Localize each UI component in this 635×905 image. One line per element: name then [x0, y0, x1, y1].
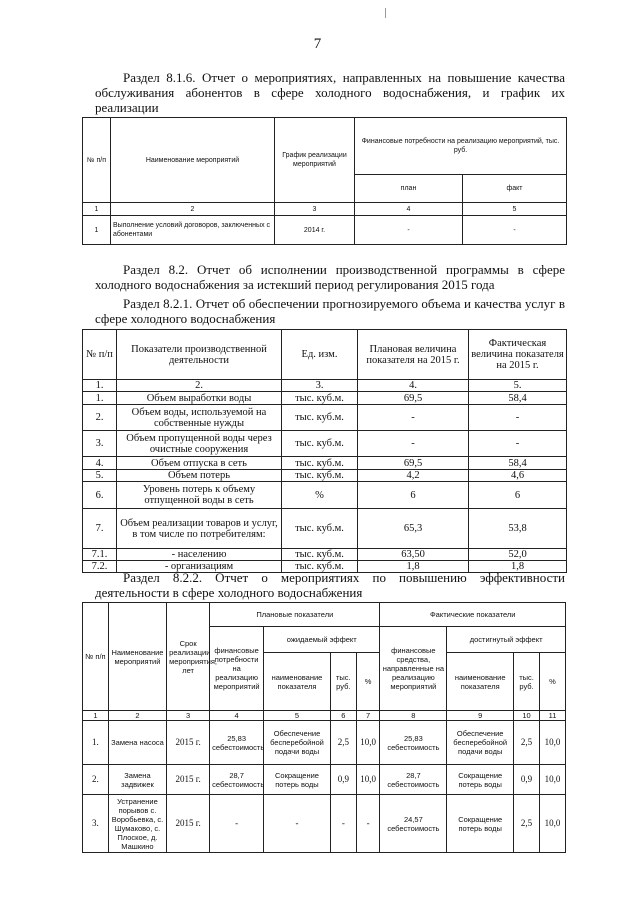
t2-unit: тыс. куб.м.: [282, 405, 358, 431]
t3-name: Устранение порывов с. Воробьевка, с. Шумаково, с. Плоское, д. Машкино: [108, 795, 166, 853]
t2-unit: тыс. куб.м.: [282, 549, 358, 561]
t2-idx: 2.: [117, 380, 282, 392]
t3-fin2: 25,83 себестоимость: [380, 721, 447, 765]
t1-fact: -: [463, 216, 567, 245]
table-row: [83, 765, 566, 795]
t2-unit: тыс. куб.м.: [282, 392, 358, 405]
t3-idx: 10: [514, 711, 540, 721]
t3-h-fin: финансовые потребности на реализацию мероприятий: [210, 627, 264, 711]
t3-name: Замена задвижек: [108, 765, 166, 795]
t3-num: 3.: [83, 795, 109, 853]
t2-name: Объем выработки воды: [117, 392, 282, 405]
t3-h-num: № п/п: [83, 603, 109, 711]
t2-num: 5.: [83, 470, 117, 482]
t2-unit: тыс. куб.м.: [282, 431, 358, 457]
t3-pct: 10,0: [356, 765, 380, 795]
t3-h-expected: ожидаемый эффект: [264, 627, 380, 653]
t1-h-plan: план: [355, 175, 463, 203]
t3-tr2: 2,5: [514, 721, 540, 765]
t2-fact: 1,8: [469, 561, 567, 573]
t1-schedule: 2014 г.: [275, 216, 355, 245]
table-row: [83, 795, 566, 853]
t2-unit: тыс. куб.м.: [282, 470, 358, 482]
t3-fin2: 24,57 себестоимость: [380, 795, 447, 853]
t2-num: 7.1.: [83, 549, 117, 561]
t2-plan: 63,50: [358, 549, 469, 561]
t3-fin2: 28,7 себестоимость: [380, 765, 447, 795]
t3-num: 1.: [83, 721, 109, 765]
t3-idx: 6: [330, 711, 356, 721]
table-row: [83, 549, 567, 561]
t3-idx: 8: [380, 711, 447, 721]
t2-fact: 58,4: [469, 392, 567, 405]
t1-h-fact: факт: [463, 175, 567, 203]
t3-idx: 11: [539, 711, 565, 721]
t3-h-tr: тыс. руб.: [330, 653, 356, 711]
t2-name: Объем воды, используемой на собственные нужды: [117, 405, 282, 431]
t1-h-num: № п/п: [83, 118, 111, 203]
t2-idx: 1.: [83, 380, 117, 392]
section-822-heading: Раздел 8.2.2. Отчет о мероприятиях по повышению эффективности деятельности в сфере холодного водоснабжения: [95, 570, 565, 600]
section-816-heading: Раздел 8.1.6. Отчет о мероприятиях, направленных на повышение качества обслуживания абонентов в сфере холодного водоснабжения, и график их реализации: [95, 70, 565, 115]
t2-unit: тыс. куб.м.: [282, 457, 358, 470]
t3-pct2: 10,0: [539, 721, 565, 765]
t3-eff: Обеспечение бесперебойной подачи воды: [264, 721, 331, 765]
t1-num: 1: [83, 216, 111, 245]
t2-idx: 3.: [282, 380, 358, 392]
t3-h-term: Срок реализации мероприятия, лет: [167, 603, 210, 711]
t2-idx: 5.: [469, 380, 567, 392]
t2-fact: 58,4: [469, 457, 567, 470]
t2-plan: 69,5: [358, 457, 469, 470]
t2-num: 7.: [83, 509, 117, 549]
t2-h-num: № п/п: [83, 330, 117, 380]
t1-idx: 4: [355, 203, 463, 216]
t2-plan: 65,3: [358, 509, 469, 549]
t2-name: Объем отпуска в сеть: [117, 457, 282, 470]
t3-idx: 4: [210, 711, 264, 721]
t3-idx: 2: [108, 711, 166, 721]
t3-name: Замена насоса: [108, 721, 166, 765]
t3-h-actual: Фактические показатели: [380, 603, 566, 627]
t2-name: Уровень потерь к объему отпущенной воды в сеть: [117, 482, 282, 509]
t3-eff: Сокращение потерь воды: [264, 765, 331, 795]
t3-fin: -: [210, 795, 264, 853]
t3-pct2: 10,0: [539, 765, 565, 795]
t3-term: 2015 г.: [167, 795, 210, 853]
t3-term: 2015 г.: [167, 721, 210, 765]
t2-fact: 6: [469, 482, 567, 509]
t3-term: 2015 г.: [167, 765, 210, 795]
t2-num: 6.: [83, 482, 117, 509]
t2-unit: %: [282, 482, 358, 509]
t3-pct2: 10,0: [539, 795, 565, 853]
t1-idx: 3: [275, 203, 355, 216]
section-821-heading: Раздел 8.2.1. Отчет об обеспечении прогнозируемого объема и качества услуг в сфере холодного водоснабжения: [95, 296, 565, 326]
t2-h-plan: Плановая величина показателя на 2015 г.: [358, 330, 469, 380]
t3-tr2: 0,9: [514, 765, 540, 795]
t2-name: - населению: [117, 549, 282, 561]
t1-h-name: Наименование мероприятий: [111, 118, 275, 203]
t2-num: 3.: [83, 431, 117, 457]
table-row: [83, 470, 567, 482]
t2-name: Объем потерь: [117, 470, 282, 482]
t3-eff: -: [264, 795, 331, 853]
t2-idx: 4.: [358, 380, 469, 392]
t2-plan: 6: [358, 482, 469, 509]
t3-eff2: Обеспечение бесперебойной подачи воды: [447, 721, 514, 765]
t3-h-achieved: достигнутый эффект: [447, 627, 566, 653]
t1-plan: -: [355, 216, 463, 245]
t1-idx: 1: [83, 203, 111, 216]
t3-idx: 5: [264, 711, 331, 721]
table-816: [82, 117, 567, 245]
t1-name: Выполнение условий договоров, заключенных с абонентами: [111, 216, 275, 245]
table-row: [83, 457, 567, 470]
table-row: [83, 482, 567, 509]
t3-fin: 25,83 себестоимость: [210, 721, 264, 765]
t3-idx: 7: [356, 711, 380, 721]
t3-h-ind: наименование показателя: [447, 653, 514, 711]
t3-tr: 2,5: [330, 721, 356, 765]
t3-tr2: 2,5: [514, 795, 540, 853]
table-row: [83, 405, 567, 431]
t2-name: - организациям: [117, 561, 282, 573]
t2-fact: -: [469, 431, 567, 457]
t2-fact: 53,8: [469, 509, 567, 549]
t2-num: 2.: [83, 405, 117, 431]
t3-idx: 9: [447, 711, 514, 721]
t2-plan: 4,2: [358, 470, 469, 482]
t2-h-fact: Фактическая величина показателя на 2015 г.: [469, 330, 567, 380]
t2-name: Объем реализации товаров и услуг, в том числе по потребителям:: [117, 509, 282, 549]
t2-plan: 69,5: [358, 392, 469, 405]
t2-unit: тыс. куб.м.: [282, 561, 358, 573]
t3-pct: -: [356, 795, 380, 853]
t3-h-ind: наименование показателя: [264, 653, 331, 711]
t2-fact: 52,0: [469, 549, 567, 561]
t3-h-planned: Плановые показатели: [210, 603, 380, 627]
t2-num: 7.2.: [83, 561, 117, 573]
t1-h-fin: Финансовые потребности на реализацию мероприятий, тыс. руб.: [355, 118, 567, 175]
table-row: [83, 509, 567, 549]
t2-plan: 1,8: [358, 561, 469, 573]
t2-plan: -: [358, 431, 469, 457]
t1-idx: 2: [111, 203, 275, 216]
t1-idx: 5: [463, 203, 567, 216]
t3-h-pct: %: [356, 653, 380, 711]
t3-idx: 1: [83, 711, 109, 721]
t2-h-name: Показатели производственной деятельности: [117, 330, 282, 380]
t3-idx: 3: [167, 711, 210, 721]
t3-num: 2.: [83, 765, 109, 795]
table-row: [83, 721, 566, 765]
t3-tr: 0,9: [330, 765, 356, 795]
t2-fact: 4,6: [469, 470, 567, 482]
t2-h-unit: Ед. изм.: [282, 330, 358, 380]
t3-tr: -: [330, 795, 356, 853]
page-number: 7: [313, 36, 322, 52]
section-82-heading: Раздел 8.2. Отчет об исполнении производственной программы в сфере холодного водоснабжения за истекший период регулирования 2015 года: [95, 262, 565, 292]
t2-fact: -: [469, 405, 567, 431]
t3-h-pct: %: [539, 653, 565, 711]
t3-h-tr: тыс. руб.: [514, 653, 540, 711]
t3-eff2: Сокращение потерь воды: [447, 765, 514, 795]
t2-unit: тыс. куб.м.: [282, 509, 358, 549]
t3-fin: 28,7 себестоимость: [210, 765, 264, 795]
t2-plan: -: [358, 405, 469, 431]
t3-eff2: Сокращение потерь воды: [447, 795, 514, 853]
table-row: [83, 392, 567, 405]
t3-h-fin-act: финансовые средства, направленные на реализацию мероприятий: [380, 627, 447, 711]
table-row: [83, 216, 567, 245]
t3-pct: 10,0: [356, 721, 380, 765]
table-row: [83, 431, 567, 457]
t1-h-schedule: График реализации мероприятий: [275, 118, 355, 203]
scan-mark: [385, 8, 386, 18]
t2-name: Объем пропущенной воды через очистные сооружения: [117, 431, 282, 457]
t3-h-name: Наименование мероприятий: [108, 603, 166, 711]
table-822: [82, 602, 566, 853]
t2-num: 4.: [83, 457, 117, 470]
t2-num: 1.: [83, 392, 117, 405]
table-821: [82, 329, 567, 573]
